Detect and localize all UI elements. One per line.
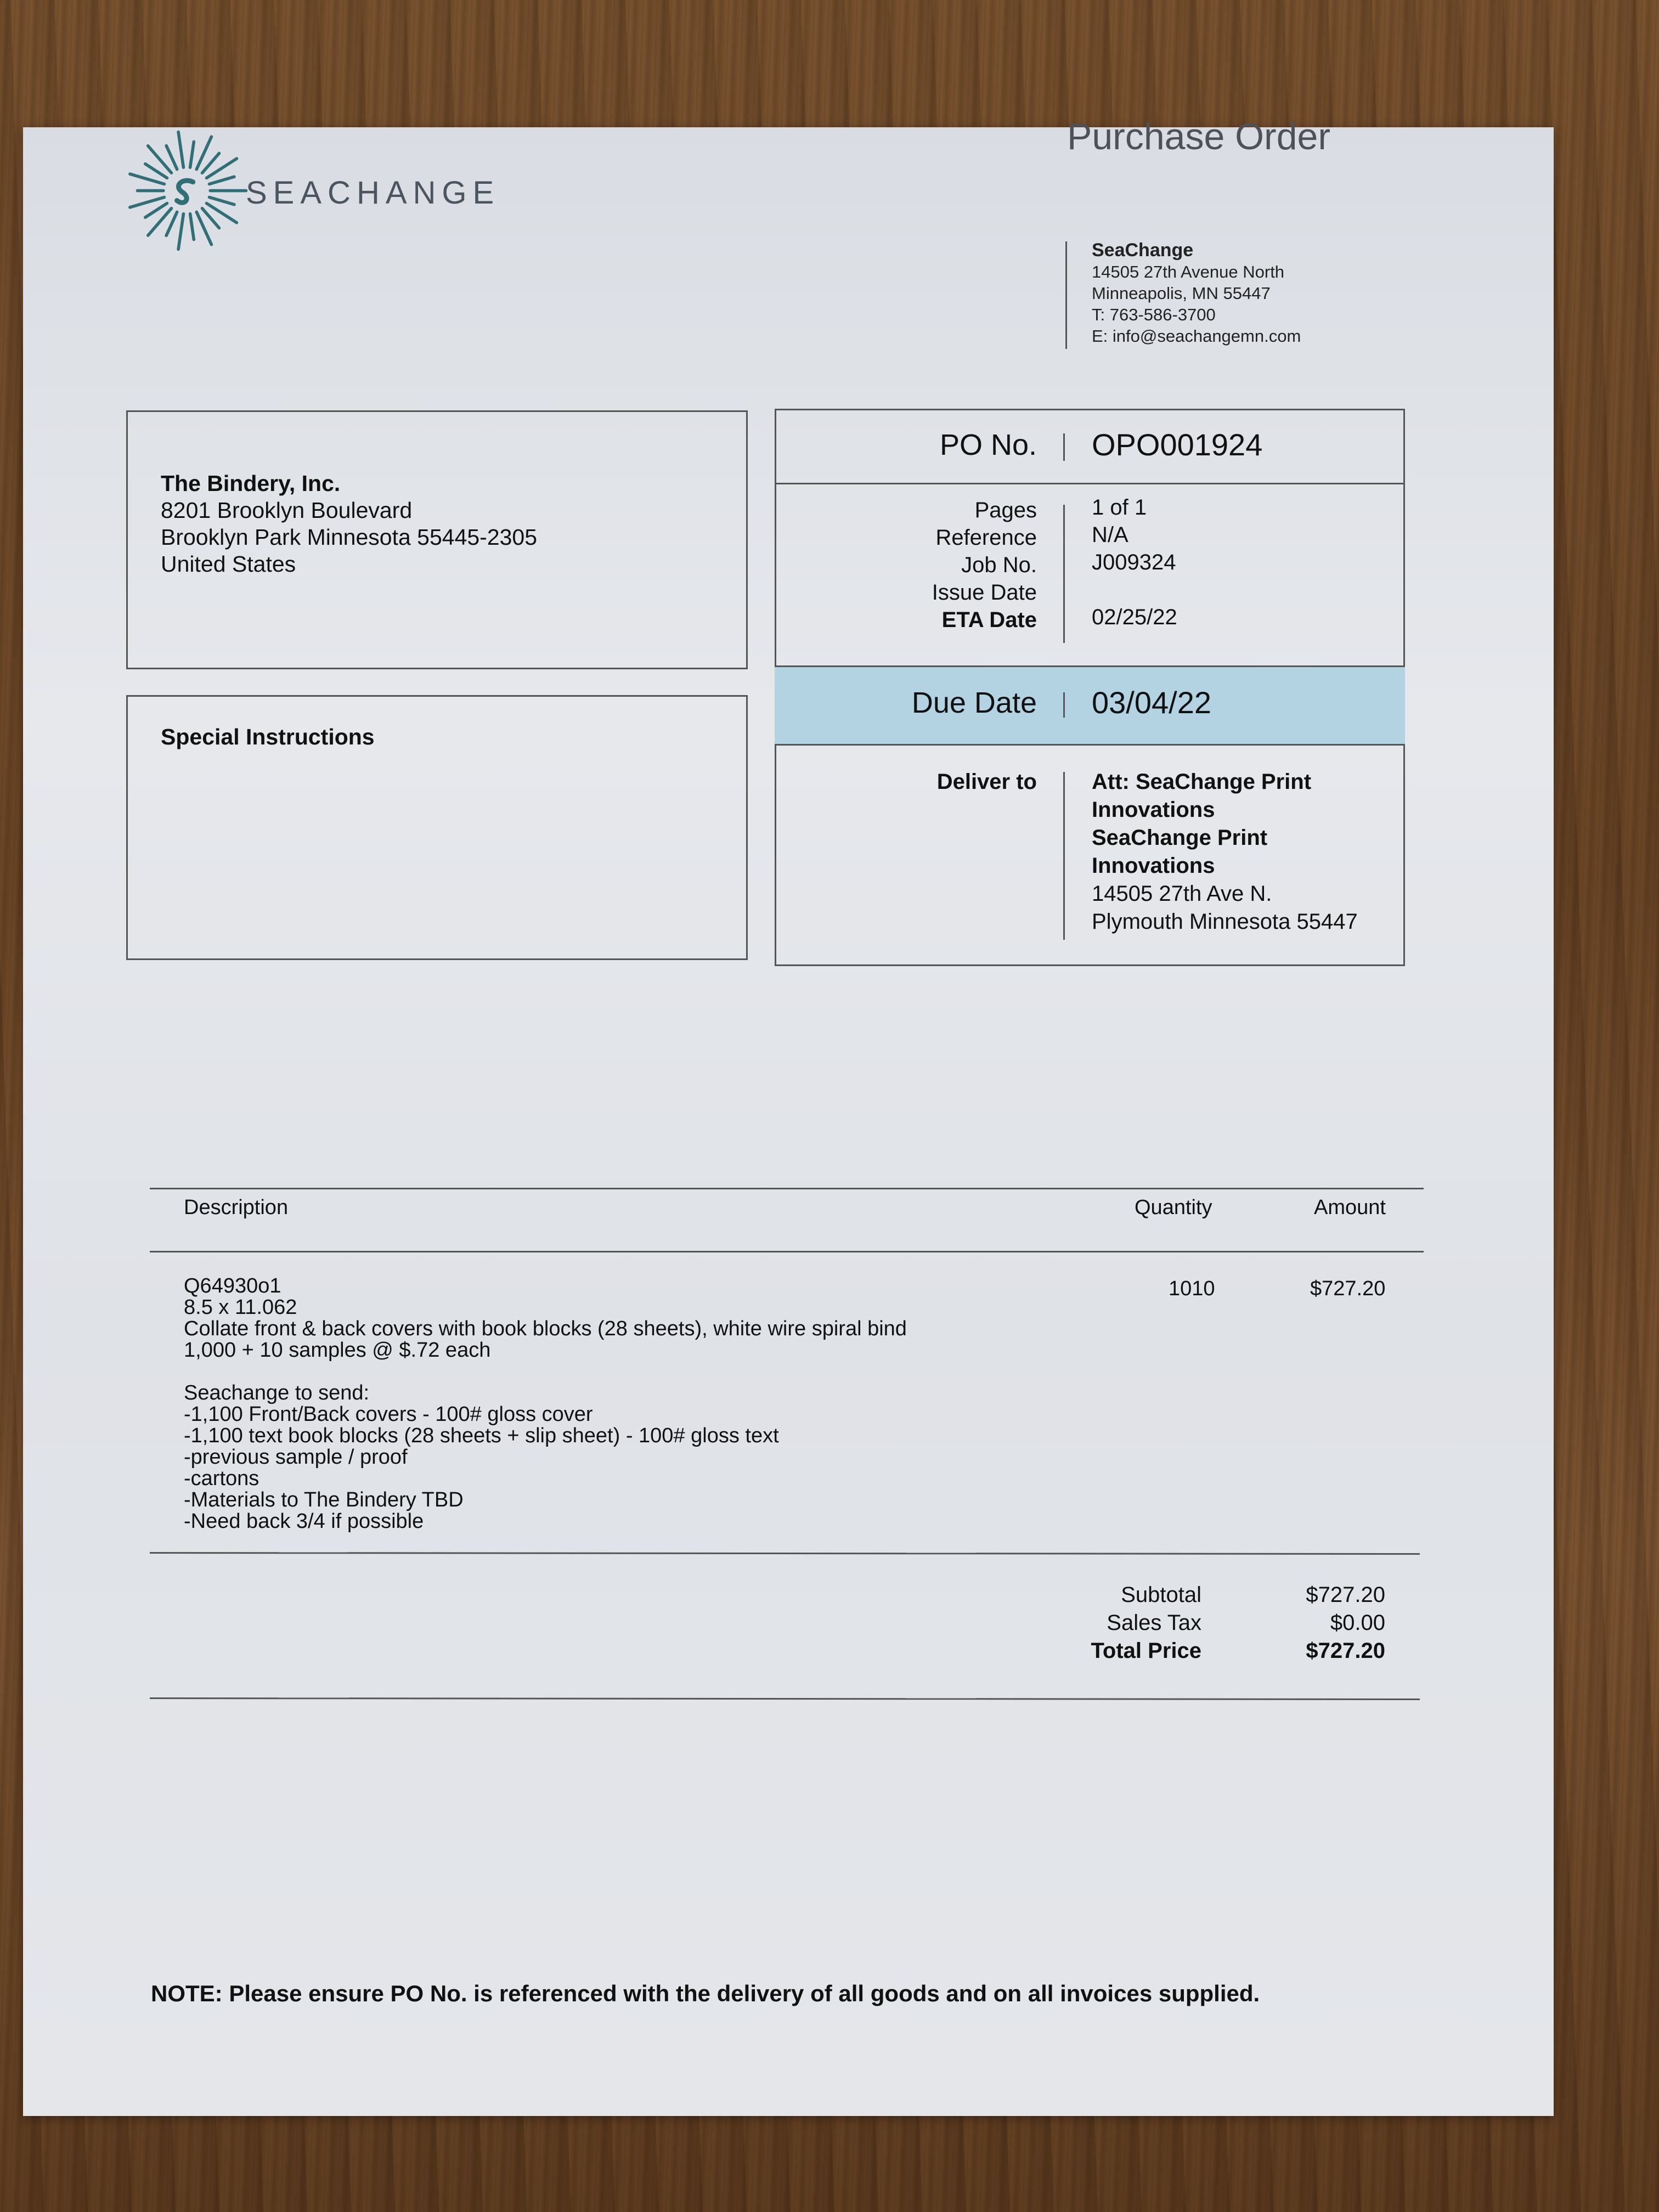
sales-tax-label: Sales Tax <box>1107 1611 1201 1635</box>
item-description-line: Q64930o1 <box>184 1274 281 1297</box>
reference-label: Reference <box>935 526 1037 550</box>
totals-labels <box>1091 1581 1201 1665</box>
item-description <box>184 1276 907 1532</box>
item-description-line: -Need back 3/4 if possible <box>184 1510 424 1533</box>
po-meta-divider <box>1063 505 1065 643</box>
company-email: E: info@seachangemn.com <box>1092 326 1301 346</box>
po-meta-labels <box>932 496 1037 634</box>
quantity-header: Quantity <box>1135 1196 1212 1219</box>
due-date-label: Due Date <box>911 686 1037 719</box>
item-description-line: 8.5 x 11.062 <box>184 1296 297 1319</box>
table-header-rule <box>150 1251 1424 1252</box>
footer-note: NOTE: Please ensure PO No. is referenced with the delivery of all goods and on all invoices supplied. <box>151 1980 1260 2006</box>
subtotal-label: Subtotal <box>1121 1583 1201 1607</box>
job-number-value: J009324 <box>1092 550 1176 574</box>
company-address-block <box>1092 240 1301 347</box>
company-phone: T: 763-586-3700 <box>1092 305 1216 324</box>
deliver-line: Plymouth Minnesota 55447 <box>1092 910 1358 934</box>
item-description-line: Seachange to send: <box>184 1381 370 1404</box>
reference-value: N/A <box>1092 523 1128 547</box>
vendor-address-block <box>161 470 537 578</box>
totals-values <box>1306 1581 1385 1665</box>
deliver-line: Innovations <box>1092 798 1215 822</box>
deliver-line: SeaChange Print <box>1092 826 1268 850</box>
item-description-line: -cartons <box>184 1467 259 1490</box>
total-price-label: Total Price <box>1091 1639 1201 1663</box>
item-quantity: 1010 <box>1169 1277 1215 1300</box>
po-number-value: OPO001924 <box>1092 427 1263 462</box>
po-meta-values <box>1092 494 1177 631</box>
brand-wordmark: SEACHANGE <box>246 175 500 211</box>
deliver-line: 14505 27th Ave N. <box>1092 882 1272 906</box>
deliver-line: Innovations <box>1092 854 1215 878</box>
issue-date-label: Issue Date <box>932 580 1037 605</box>
eta-date-label: ETA Date <box>941 608 1037 632</box>
item-description-line: -previous sample / proof <box>184 1446 408 1469</box>
issue-date-value <box>1092 576 1177 603</box>
due-date-band <box>775 665 1405 746</box>
deliver-to-divider <box>1063 772 1065 940</box>
po-number-divider <box>1063 433 1065 461</box>
total-price-value: $727.20 <box>1306 1639 1385 1663</box>
company-address-line: Minneapolis, MN 55447 <box>1092 284 1271 303</box>
amount-header: Amount <box>1314 1196 1386 1219</box>
document-title: Purchase Order <box>1067 116 1330 157</box>
description-header: Description <box>184 1196 289 1219</box>
deliver-to-label: Deliver to <box>936 770 1037 794</box>
po-divider <box>775 483 1405 484</box>
pages-label: Pages <box>974 498 1037 522</box>
pages-value: 1 of 1 <box>1092 495 1147 520</box>
company-divider <box>1065 241 1067 349</box>
item-description-line: -1,100 Front/Back covers - 100# gloss cover <box>184 1403 593 1426</box>
special-instructions-label: Special Instructions <box>161 724 375 749</box>
sunburst-logo-icon <box>125 129 249 252</box>
company-name: SeaChange <box>1092 240 1194 261</box>
item-description-line: 1,000 + 10 samples @ $.72 each <box>184 1339 491 1362</box>
sales-tax-value: $0.00 <box>1330 1611 1385 1635</box>
item-description-line: -1,100 text book blocks (28 sheets + slip sheet) - 100# gloss text <box>184 1424 779 1447</box>
due-date-divider <box>1063 692 1065 718</box>
vendor-address-line: Brooklyn Park Minnesota 55445-2305 <box>161 524 538 550</box>
vendor-name: The Bindery, Inc. <box>161 471 341 496</box>
job-number-label: Job No. <box>961 553 1037 577</box>
item-description-line <box>184 1361 907 1383</box>
item-description-line: Collate front & back covers with book blocks (28 sheets), white wire spiral bind <box>184 1317 907 1340</box>
subtotal-value: $727.20 <box>1306 1583 1385 1607</box>
deliver-line: Att: SeaChange Print <box>1092 770 1312 794</box>
table-top-rule <box>150 1188 1424 1189</box>
due-date-value: 03/04/22 <box>1092 685 1211 720</box>
item-description-line: -Materials to The Bindery TBD <box>184 1488 464 1511</box>
eta-date-value: 02/25/22 <box>1092 605 1177 629</box>
po-number-label: PO No. <box>939 428 1037 461</box>
deliver-to-address <box>1092 768 1399 936</box>
vendor-address-line: 8201 Brooklyn Boulevard <box>161 498 413 523</box>
company-address-line: 14505 27th Avenue North <box>1092 262 1285 281</box>
vendor-country: United States <box>161 551 296 577</box>
item-amount: $727.20 <box>1310 1277 1386 1300</box>
